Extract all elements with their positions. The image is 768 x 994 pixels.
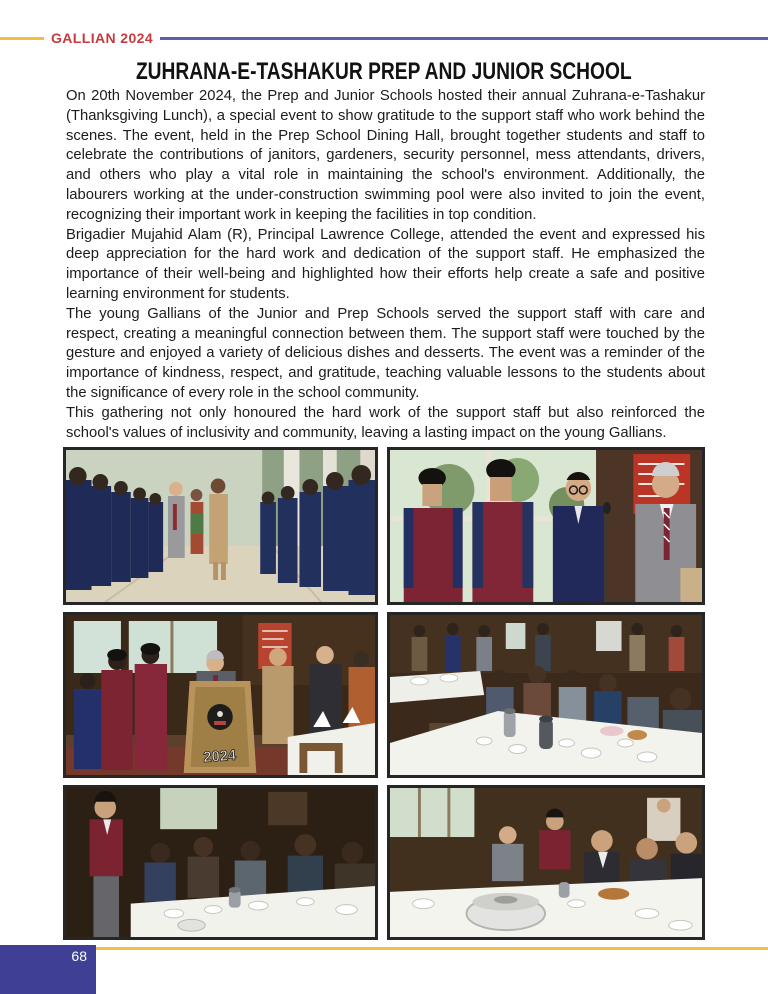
- photo-3-image: [66, 615, 375, 775]
- page-number: 68: [71, 948, 87, 964]
- paragraph: This gathering not only honoured the hard work of the support staff but also reinforced the school's values of inclusivity and community, leaving a lasting impact on the young Gallians.: [66, 404, 705, 441]
- magazine-title: GALLIAN 2024: [51, 30, 154, 46]
- photo-4-image: [390, 615, 702, 775]
- photo-frame: [387, 785, 705, 940]
- photo-frame: [387, 612, 705, 778]
- photo-5-image: [66, 788, 375, 937]
- header-rule-right: [160, 37, 768, 40]
- article-body: [66, 87, 705, 443]
- photo-frame: [63, 447, 378, 605]
- paragraph: The young Gallians of the Junior and Prep Schools served the support staff with care and respect, creating a meaningful connection between them. The support staff were touched by the gesture and enjoyed a variety of delicious dishes and desserts. The event was a reminder of the importance of kindness, respect, and gratitude, teaching valuable lessons to the students about the significance of every role in the school community.: [66, 305, 705, 401]
- page-header: [0, 30, 768, 46]
- photo-1-image: [66, 450, 375, 602]
- photo-frame: [387, 447, 705, 605]
- photo-frame: [63, 785, 378, 940]
- paragraph: Brigadier Mujahid Alam (R), Principal Lawrence College, attended the event and expressed his deep appreciation for the hard work and dedication of the support staff. He emphasized the importance of their well-being and highlighted how their efforts help create a safe and positive learning environment for students.: [66, 226, 705, 302]
- header-rule-left: [0, 37, 44, 40]
- footer-rule: [96, 947, 768, 950]
- photo-grid: [63, 447, 705, 940]
- photo-frame: [63, 612, 378, 778]
- page-number-box: [0, 945, 96, 994]
- podium-year-text: 2024: [202, 747, 237, 767]
- photo-2-image: [390, 450, 702, 602]
- page-title: ZUHRANA-E-TASHAKUR PREP AND JUNIOR SCHOOL: [136, 58, 632, 85]
- photo-6-image: [390, 788, 702, 937]
- paragraph: On 20th November 2024, the Prep and Junior Schools hosted their annual Zuhrana-e-Tashakur (Thanksgiving Lunch), a special event to show gratitude to the support staff who work behind the scenes. The event, held in the Prep School Dining Hall, brought together students and staff to celebrate the contributions of janitors, gardeners, security personnel, mess attendants, drivers, and others who play a vital role in maintaining the school's environment. Additionally, the labourers working at the under-construction swimming pool were also invited to join the event, recognizing their important work in keeping the facilities in top condition.: [66, 88, 705, 223]
